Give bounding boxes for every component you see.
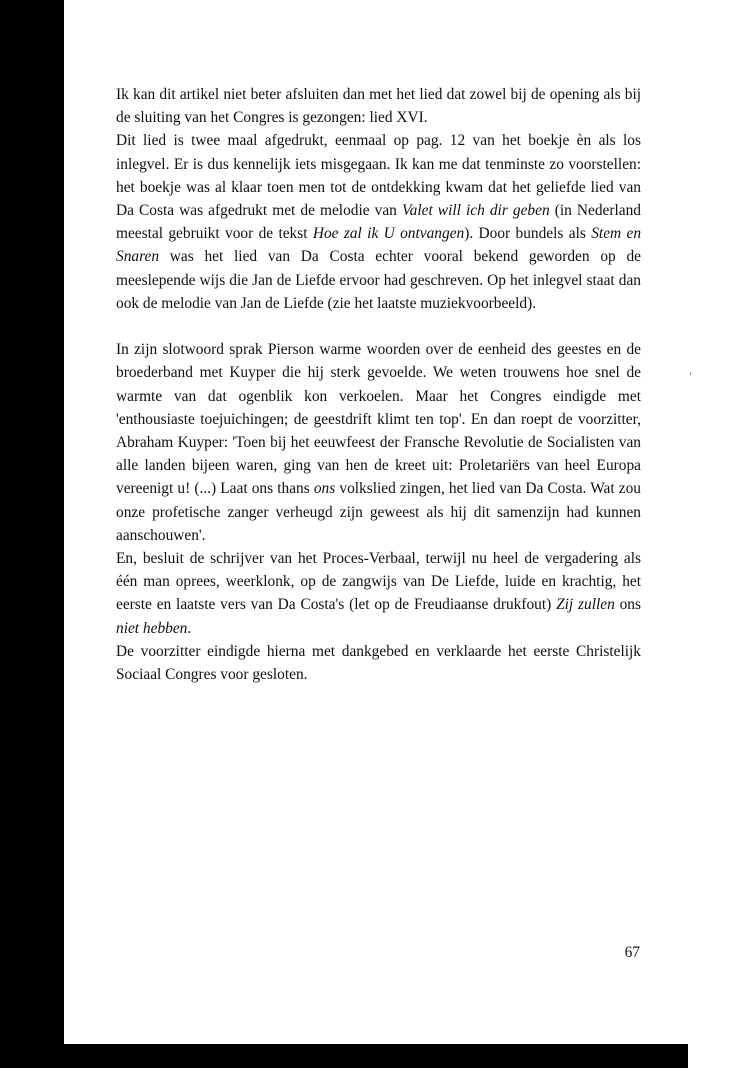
italic-title-stem-en-snaren: Stem en Snaren (116, 225, 642, 266)
paragraph-text: Ik kan dit artikel niet beter afsluiten dan met het lied dat zowel bij de opening als bij de sluiting van het Congres is gezongen: lied XVI. (116, 86, 641, 127)
page-number: 67 (624, 944, 640, 961)
paragraph-text: En, besluit de schrijver van het Proces-Verbaal, terwijl nu heel de vergadering als één man oprees, weerklonk, op de zangwijs van De Liefde, luide en krachtig, het eerste en laatste vers van Da Costa's (let op de Freudiaanse drukfout) (116, 550, 641, 614)
paragraph-text: . (187, 619, 192, 637)
scan-speck (690, 372, 691, 375)
italic-zij-zullen: Zij zullen (556, 596, 615, 614)
italic-title-hoe-zal: Hoe zal ik U ontvangen (312, 225, 465, 243)
paragraph-slotwoord (116, 338, 641, 547)
article-body (116, 83, 641, 686)
paragraph-gap (116, 315, 641, 338)
paragraph-printed-twice (116, 129, 641, 315)
paragraph-text: In zijn slotwoord sprak Pierson warme woorden over de eenheid des geestes en de broederband met Kuyper die hij sterk gevoelde. We weten trouwens hoe snel de warmte van dat ogenblik kon verkoelen. Maar het Congres eindigde met 'enthousiaste toejuichingen; de geestdrift klimt ten top'. En dan roept de voorzitter, Abraham Kuyper: 'Toen bij het eeuwfeest der Fransche Revolutie de Socialisten van alle landen bijeen waren, ging van hen de kreet uit: Proletariërs van heel Europa vereenigt u! (...) Laat ons thans (116, 341, 641, 498)
paragraph-text: was het lied van Da Costa echter vooral bekend geworden op de meeslepende wijs die Jan de Liefde ervoor had geschreven. Op het inlegvel staat dan ook de melodie van Jan de Liefde (zie het laatste muziekvoorbeeld). (116, 248, 641, 312)
italic-word-ons: ons (313, 480, 336, 498)
paragraph-text: ons (614, 596, 641, 614)
paragraph-text: Dit lied is twee maal afgedrukt, eenmaal op pag. 12 van het boekje èn als los inlegvel. Er is dus kennelijk iets misgegaan. Ik kan me dat tenminste zo voorstellen: het boekje was al klaar toen men tot de ontdekking kwam dat het geliefde lied van Da Costa was afgedrukt met de melodie van (116, 132, 641, 220)
paragraph-text: De voorzitter eindigde hierna met dankgebed en verklaarde het eerste Christelijk Sociaal Congres voor gesloten. (116, 642, 641, 684)
left-scan-border (0, 0, 64, 1068)
paragraph-closing-song (116, 83, 641, 129)
bottom-scan-border (64, 1044, 688, 1068)
paragraph-closing (116, 640, 641, 686)
paragraph-text: ). Door bundels als (464, 225, 592, 243)
paragraph-proces-verbaal (116, 547, 641, 640)
paragraph-text: volkslied zingen, het lied van Da Costa. Wat zou onze profetische zanger verheugd zijn geweest als hij dit samenzijn had kunnen aanschouwen'. (116, 480, 641, 544)
italic-niet-hebben: niet hebben (116, 619, 188, 637)
paragraph-text: (in Nederland meestal gebruikt voor de tekst (116, 202, 642, 243)
italic-title-valet: Valet will ich dir geben (401, 202, 550, 220)
